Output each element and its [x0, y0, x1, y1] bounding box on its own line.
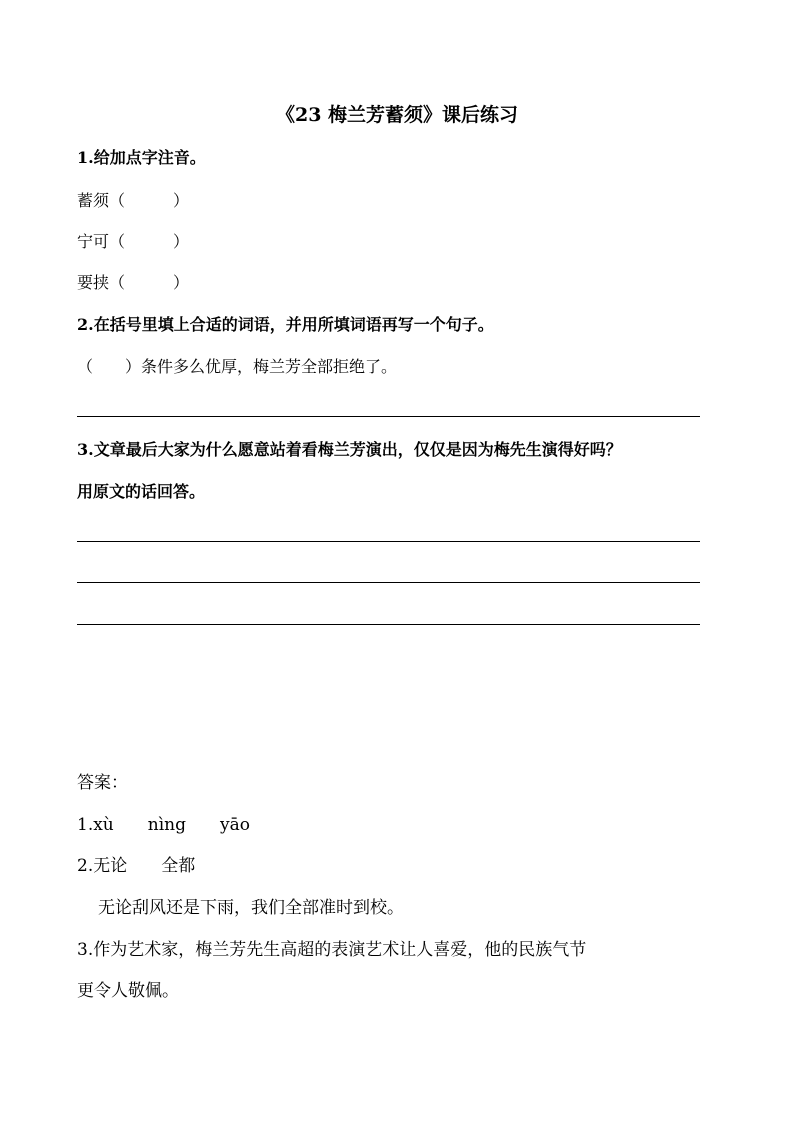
answer-2-line-1: 2.无论 全都: [77, 856, 196, 876]
answer-line: [77, 624, 700, 625]
answer-line: [77, 416, 700, 417]
q1-item-1: 蓄须（ ）: [77, 191, 190, 210]
answer-1: 1.xù nìng yāo: [77, 815, 250, 835]
question-3-prompt-line-2: 用原文的话回答。: [77, 482, 206, 501]
q1-item-3: 要挟（ ）: [77, 273, 190, 292]
q1-item-2: 宁可（ ）: [77, 232, 190, 251]
answer-line: [77, 541, 700, 542]
answer-line: [77, 582, 700, 583]
answer-2-line-2: 无论刮风还是下雨，我们全部准时到校。: [98, 898, 404, 918]
answer-3-line-1: 3.作为艺术家，梅兰芳先生高超的表演艺术让人喜爱，他的民族气节: [77, 940, 587, 960]
question-2-prompt: 2.在括号里填上合适的词语，并用所填词语再写一个句子。: [77, 315, 494, 334]
answer-3-line-2: 更令人敬佩。: [77, 981, 179, 1001]
question-1-prompt: 1.给加点字注音。: [77, 148, 206, 167]
page-title: 《23 梅兰芳蓄须》课后练习: [275, 104, 519, 126]
q2-sentence: （ ）条件多么优厚，梅兰芳全部拒绝了。: [77, 357, 398, 376]
answers-heading: 答案：: [77, 773, 128, 793]
question-3-prompt-line-1: 3.文章最后大家为什么愿意站着看梅兰芳演出，仅仅是因为梅先生演得好吗？: [77, 440, 622, 459]
